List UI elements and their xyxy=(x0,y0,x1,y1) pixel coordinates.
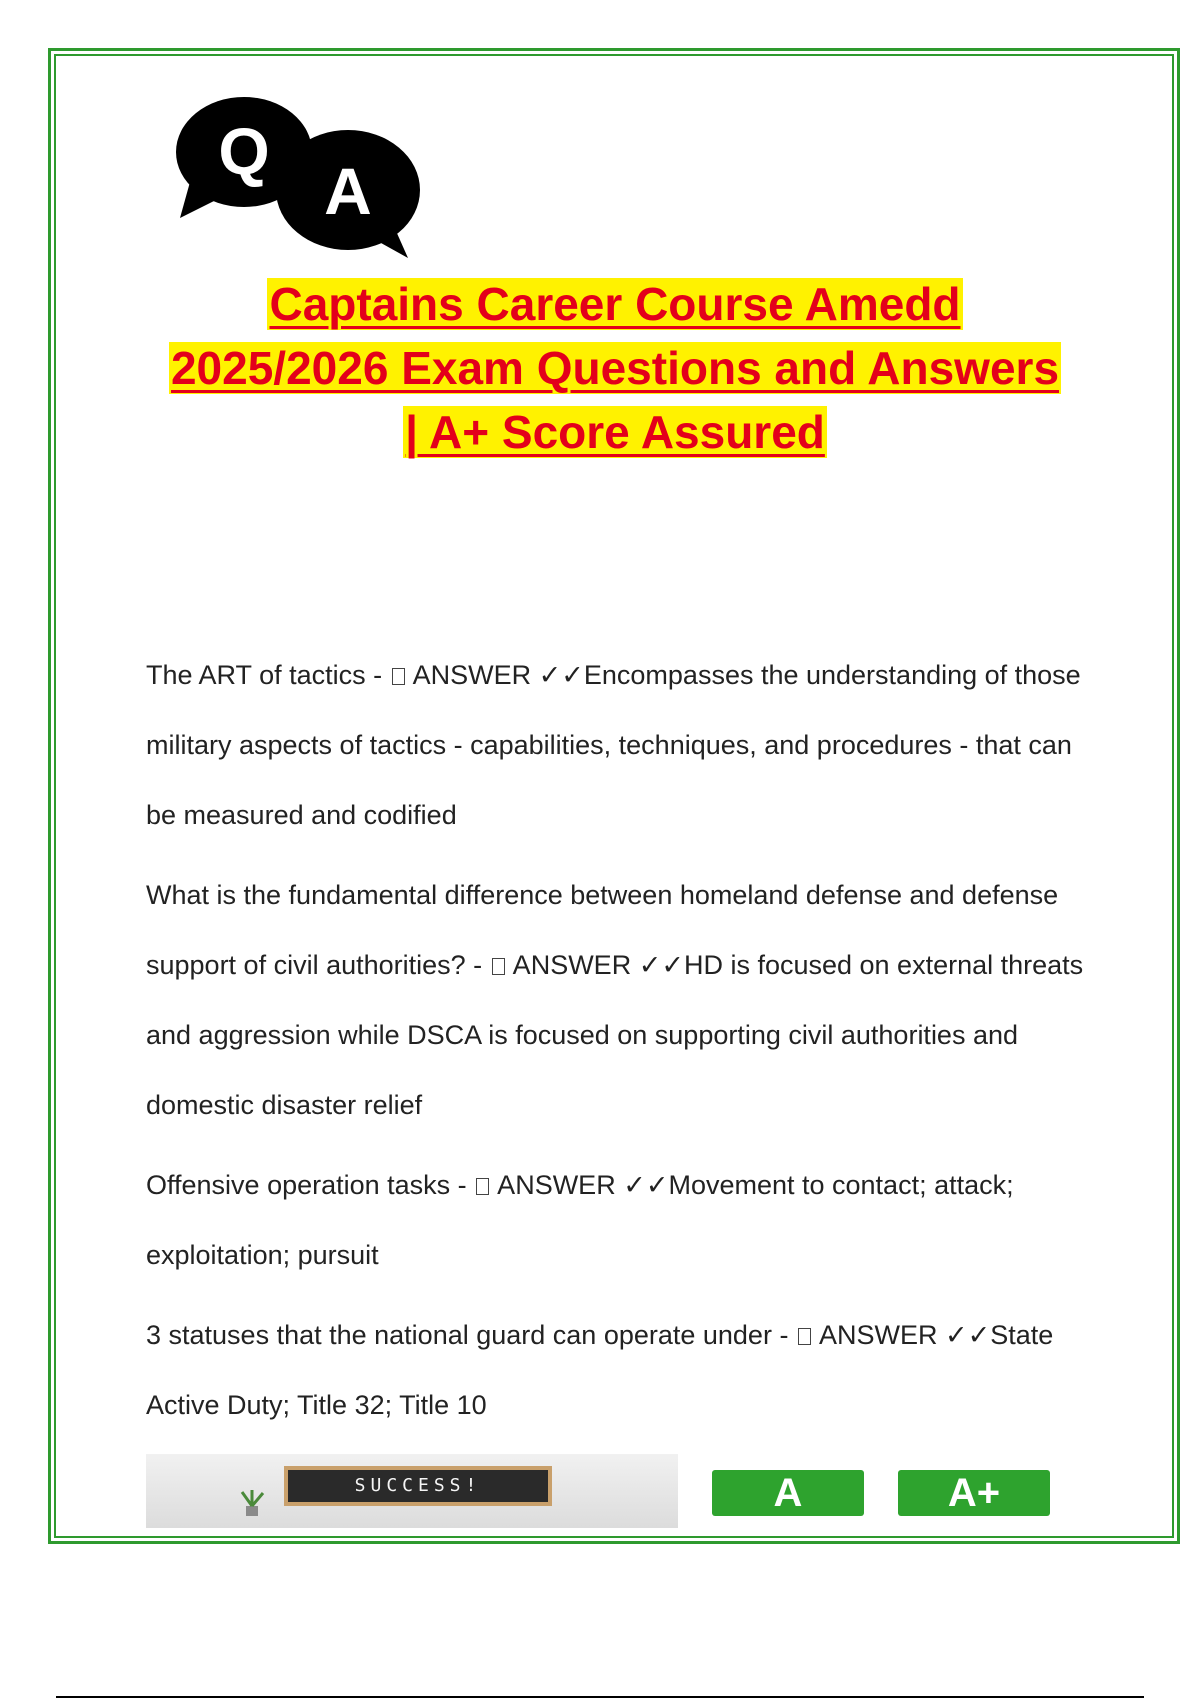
question-text: Offensive operation tasks - xyxy=(146,1170,475,1200)
title-line-3: | A+ Score Assured xyxy=(405,406,825,458)
title-line-1: Captains Career Course Amedd xyxy=(269,278,961,330)
answer-label: ANSWER ✓✓ xyxy=(406,660,584,690)
grade-a-plus-badge: A+ xyxy=(898,1470,1050,1516)
question-text: What is the fundamental difference between homeland defense and defense support of civil authorities? - xyxy=(146,880,1059,980)
answer-text: HD is focused on external threats and aggression while DSCA is focused on supporting civil authorities and domestic disaster relief xyxy=(146,950,1084,1120)
qa-speech-bubbles-logo xyxy=(172,90,432,265)
answer-label: ANSWER ✓✓ xyxy=(812,1320,991,1350)
a-bubble-icon xyxy=(276,130,420,258)
plant-icon xyxy=(232,1488,272,1518)
document-title xyxy=(60,272,1170,464)
qa-item xyxy=(146,1300,1106,1440)
success-text: SUCCESS! xyxy=(288,1470,548,1502)
bottom-divider xyxy=(56,1696,1144,1698)
a-letter: A xyxy=(324,154,372,228)
question-text: The ART of tactics - xyxy=(146,660,390,690)
success-banner-image xyxy=(146,1454,678,1528)
answer-text: Movement to contact; attack; exploitation; pursuit xyxy=(146,1170,1014,1270)
missing-glyph-icon xyxy=(798,1328,811,1345)
qa-item xyxy=(146,860,1106,1140)
qa-item xyxy=(146,640,1106,850)
missing-glyph-icon xyxy=(492,958,505,975)
answer-label: ANSWER ✓✓ xyxy=(491,1170,669,1200)
question-text: 3 statuses that the national guard can operate under - xyxy=(146,1320,796,1350)
q-letter: Q xyxy=(218,114,270,188)
qa-list xyxy=(146,640,1106,1450)
answer-label: ANSWER ✓✓ xyxy=(506,950,684,980)
grade-a-badge: A xyxy=(712,1470,864,1516)
qa-item xyxy=(146,1150,1106,1290)
title-line-2: 2025/2026 Exam Questions and Answers xyxy=(170,342,1060,394)
answer-text: State Active Duty; Title 32; Title 10 xyxy=(146,1320,1054,1420)
answer-text: Encompasses the understanding of those military aspects of tactics - capabilities, techniques, and procedures - that can be measured and codified xyxy=(146,660,1081,830)
missing-glyph-icon xyxy=(476,1178,489,1195)
missing-glyph-icon xyxy=(392,668,405,685)
success-chalkboard xyxy=(284,1466,552,1506)
